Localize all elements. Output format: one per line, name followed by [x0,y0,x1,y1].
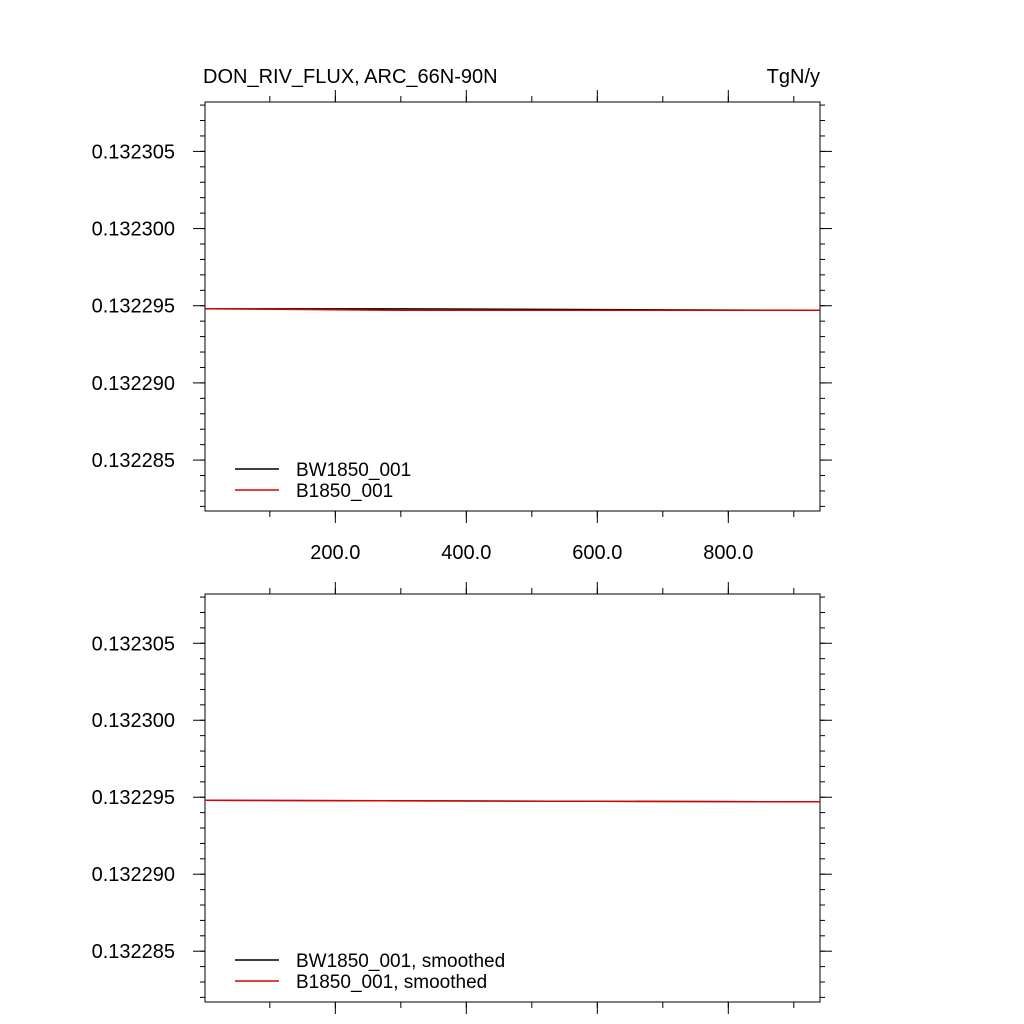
bottom-y-tick-label: 0.132295 [91,787,175,810]
top-legend-label: BW1850_001 [296,460,412,481]
bottom-legend-label: B1850_001, smoothed [296,972,488,993]
top-plot-frame [205,102,820,511]
top-x-tick-label: 600.0 [572,542,623,564]
top-x-tick-label: 200.0 [310,542,361,564]
top-y-tick-label: 0.132305 [91,141,175,164]
bottom-y-tick-label: 0.132290 [91,864,175,887]
bottom-plot-frame [205,594,820,1002]
bottom-series-line-1 [205,800,820,802]
top-y-tick-label: 0.132285 [91,450,175,473]
bottom-y-tick-label: 0.132300 [91,710,175,733]
top-y-tick-label: 0.132290 [91,372,175,395]
title-left: DON_RIV_FLUX, ARC_66N-90N [203,66,498,88]
top-legend-label: B1850_001 [296,481,394,502]
top-y-tick-label: 0.132295 [91,295,175,318]
top-y-tick-label: 0.132300 [91,218,175,241]
bottom-legend-label: BW1850_001, smoothed [296,951,506,972]
top-x-tick-label: 800.0 [703,542,754,564]
bottom-y-tick-label: 0.132285 [91,941,175,964]
bottom-panel [92,582,832,1014]
top-x-tick-label: 400.0 [441,542,492,564]
top-panel [92,90,832,564]
bottom-y-tick-label: 0.132305 [91,633,175,656]
title-units: TgN/y [766,66,820,88]
